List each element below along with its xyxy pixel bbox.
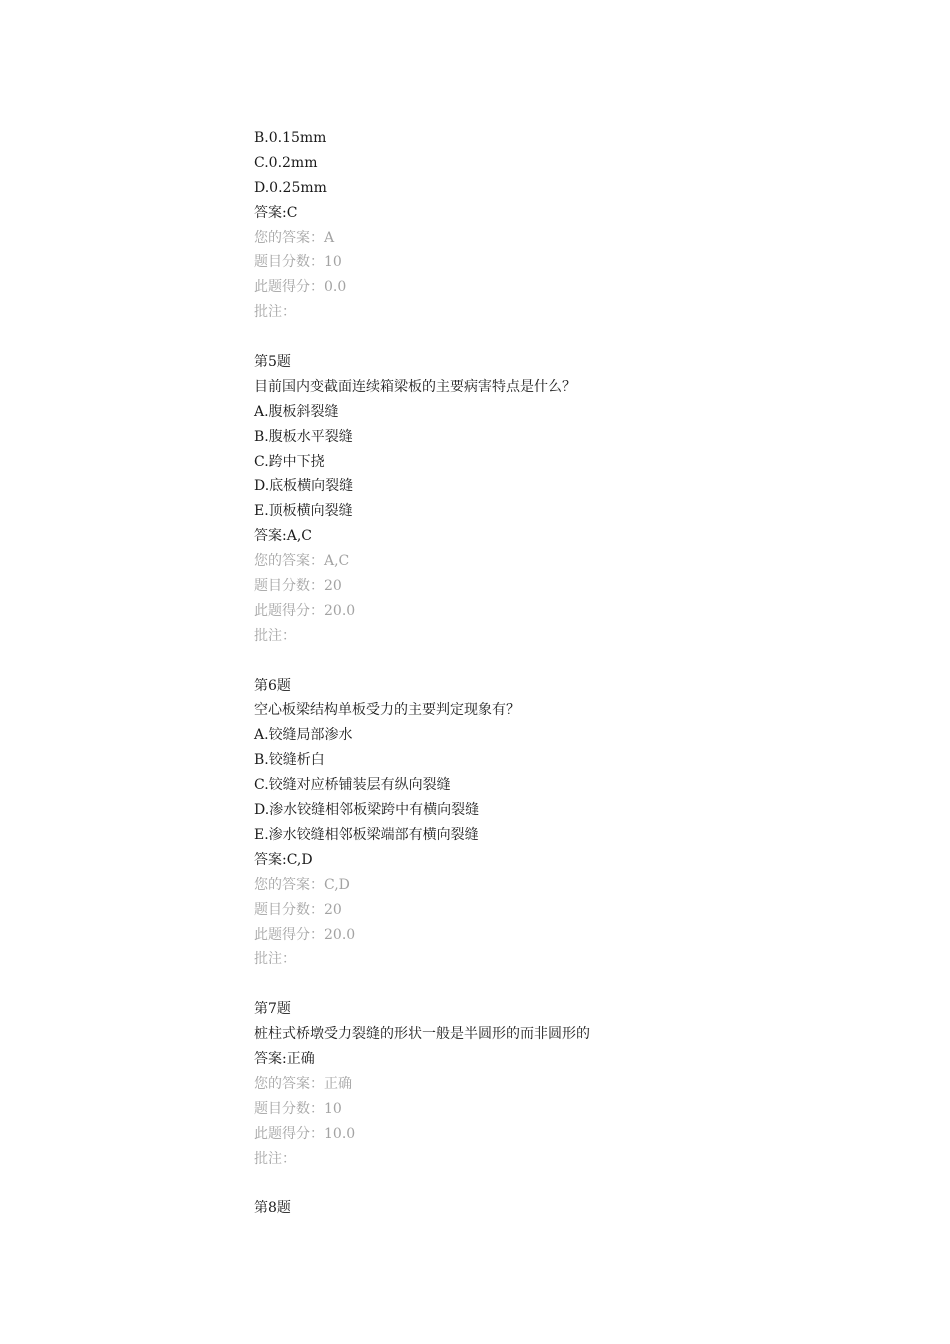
option-b: B.0.15mm xyxy=(254,130,327,146)
question-7-block xyxy=(254,997,874,1171)
earned-score: 此题得分：10.0 xyxy=(254,1125,356,1142)
question-title: 第7题 xyxy=(254,1001,291,1018)
question-text: 空心板梁结构单板受力的主要判定现象有？ xyxy=(254,702,520,719)
option-c: C.铰缝对应桥铺装层有纵向裂缝 xyxy=(254,777,451,794)
annotation: 批注： xyxy=(254,1150,296,1167)
option-e: E.顶板横向裂缝 xyxy=(254,503,353,520)
earned-score: 此题得分：20.0 xyxy=(254,602,356,619)
option-a: A.铰缝局部渗水 xyxy=(254,727,353,744)
question-title: 第5题 xyxy=(254,354,291,371)
your-answer: 您的答案：A xyxy=(254,229,335,246)
option-c: C.跨中下挠 xyxy=(254,453,325,470)
question-score: 题目分数：10 xyxy=(254,1100,342,1117)
spacer xyxy=(254,1171,874,1196)
annotation: 批注： xyxy=(254,951,296,968)
question-title: 第6题 xyxy=(254,677,291,694)
annotation: 批注： xyxy=(254,627,296,644)
option-d: D.底板横向裂缝 xyxy=(254,478,354,495)
earned-score: 此题得分：0.0 xyxy=(254,279,347,296)
correct-answer: 答案:C xyxy=(254,204,298,221)
spacer xyxy=(254,325,874,350)
option-d: D.0.25mm xyxy=(254,179,327,196)
option-e: E.渗水铰缝相邻板梁端部有横向裂缝 xyxy=(254,826,479,843)
option-b: B.腹板水平裂缝 xyxy=(254,428,353,445)
question-8-block xyxy=(254,1196,874,1221)
option-a: A.腹板斜裂缝 xyxy=(254,403,339,420)
question-6-block xyxy=(254,674,874,973)
correct-answer: 答案:C,D xyxy=(254,851,313,868)
your-answer: 您的答案：A,C xyxy=(254,553,350,570)
question-4-block xyxy=(254,126,874,325)
your-answer: 您的答案：C,D xyxy=(254,876,350,893)
spacer xyxy=(254,972,874,997)
annotation: 批注： xyxy=(254,304,296,321)
option-c: C.0.2mm xyxy=(254,154,318,171)
option-d: D.渗水铰缝相邻板梁跨中有横向裂缝 xyxy=(254,802,480,819)
document-page xyxy=(254,126,874,1221)
question-text: 桩柱式桥墩受力裂缝的形状一般是半圆形的而非圆形的 xyxy=(254,1026,590,1043)
spacer xyxy=(254,649,874,674)
correct-answer: 答案:正确 xyxy=(254,1050,315,1067)
question-title: 第8题 xyxy=(254,1200,291,1217)
earned-score: 此题得分：20.0 xyxy=(254,926,356,943)
correct-answer: 答案:A,C xyxy=(254,528,312,545)
question-score: 题目分数：20 xyxy=(254,901,342,918)
option-b: B.铰缝析白 xyxy=(254,752,325,769)
your-answer: 您的答案：正确 xyxy=(254,1075,352,1092)
question-score: 题目分数：20 xyxy=(254,578,342,595)
question-score: 题目分数：10 xyxy=(254,254,342,271)
question-text: 目前国内变截面连续箱梁板的主要病害特点是什么？ xyxy=(254,378,576,395)
question-5-block xyxy=(254,350,874,649)
